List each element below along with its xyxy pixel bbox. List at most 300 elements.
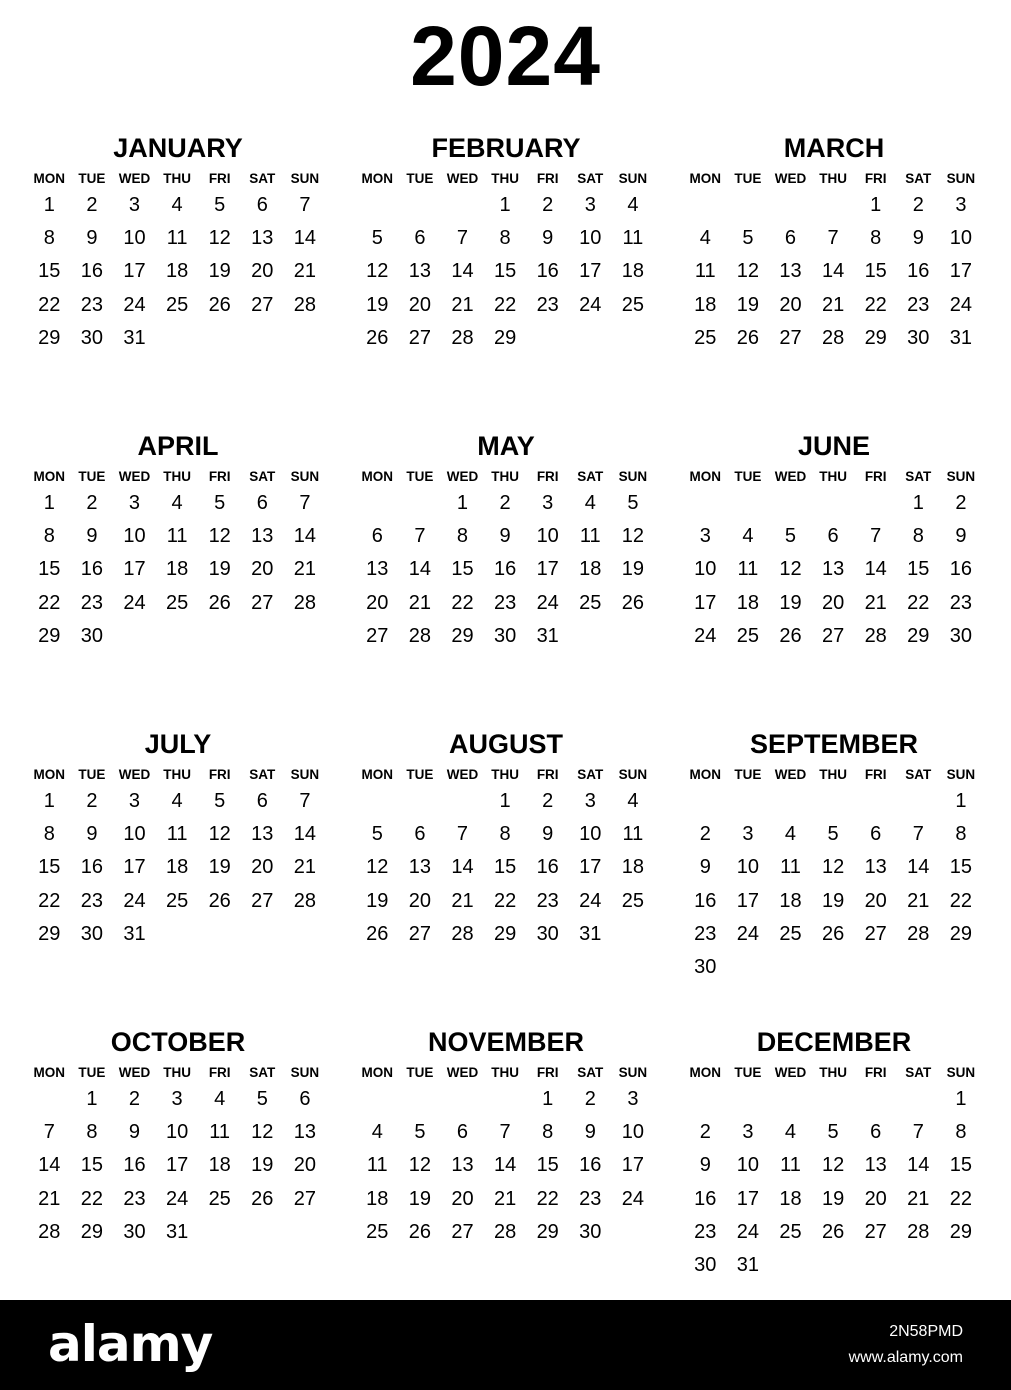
day-cell: 11 [166, 823, 188, 846]
weekday-label: WED [118, 767, 151, 782]
day-cell: 22 [493, 293, 517, 316]
weekday-header [356, 169, 656, 189]
weekday-label: MON [689, 469, 722, 484]
day-cell: 15 [493, 856, 517, 879]
day-cell: 11 [579, 525, 601, 548]
day-cell: 30 [80, 624, 104, 647]
day-cell: 3 [584, 194, 596, 216]
day-cell: 23 [80, 591, 104, 614]
day-cell: 26 [208, 591, 231, 614]
day-cell: 30 [907, 326, 930, 349]
weekday-header [28, 467, 328, 487]
day-cell: 19 [821, 889, 845, 912]
day-cell: 11 [166, 525, 188, 548]
day-cell: 20 [366, 591, 389, 614]
weekday-label: MON [33, 171, 66, 186]
weekday-label: SAT [905, 469, 932, 484]
day-cell: 9 [499, 525, 511, 548]
day-cell: 31 [165, 1220, 189, 1243]
day-cell: 20 [864, 1187, 887, 1210]
day-cell: 13 [779, 260, 802, 283]
day-cell: 16 [536, 856, 559, 879]
day-cell: 18 [736, 591, 760, 614]
day-cell: 1 [43, 194, 55, 216]
day-cell: 23 [694, 1220, 717, 1243]
day-cell: 15 [38, 260, 61, 283]
day-cell: 21 [907, 889, 930, 912]
day-cell: 16 [80, 260, 104, 283]
day-cell: 17 [949, 260, 973, 283]
day-cell: 3 [742, 1121, 754, 1144]
day-cell: 10 [579, 227, 602, 250]
weekday-label: SAT [577, 767, 604, 782]
day-cell: 3 [584, 790, 596, 812]
weekday-label: WED [446, 1065, 479, 1080]
day-grid [684, 191, 984, 401]
day-cell: 17 [165, 1154, 189, 1177]
day-cell: 11 [780, 1154, 801, 1177]
day-cell: 19 [408, 1187, 432, 1210]
day-cell: 18 [694, 293, 717, 316]
day-cell: 30 [536, 922, 559, 945]
day-cell: 17 [621, 1154, 645, 1177]
day-cell: 13 [251, 525, 274, 548]
day-cell: 18 [779, 889, 802, 912]
day-cell: 26 [366, 326, 389, 349]
day-cell: 29 [864, 326, 887, 349]
day-cell: 23 [536, 293, 559, 316]
day-cell: 3 [955, 194, 967, 216]
day-cell: 9 [699, 1154, 711, 1177]
day-cell: 28 [408, 624, 432, 647]
weekday-label: FRI [536, 1065, 559, 1080]
day-cell: 15 [864, 260, 887, 283]
day-cell: 14 [408, 558, 432, 581]
weekday-label: TUE [78, 767, 106, 782]
day-cell: 11 [694, 260, 716, 283]
day-cell: 31 [579, 922, 602, 945]
day-cell: 9 [584, 1121, 596, 1144]
weekday-label: SUN [618, 1065, 648, 1080]
weekday-label: MON [689, 171, 722, 186]
day-cell: 8 [955, 823, 967, 846]
weekday-label: MON [361, 171, 394, 186]
weekday-header [684, 765, 984, 785]
day-cell: 24 [536, 591, 559, 614]
day-cell: 30 [579, 1220, 602, 1243]
day-cell: 11 [780, 856, 801, 879]
day-cell: 19 [208, 558, 231, 581]
day-cell: 1 [955, 1088, 967, 1110]
day-cell: 7 [456, 823, 469, 846]
day-cell: 26 [408, 1220, 432, 1243]
day-cell: 21 [408, 591, 432, 614]
day-cell: 24 [579, 889, 602, 912]
day-cell: 6 [256, 194, 268, 216]
day-cell: 16 [536, 260, 559, 283]
day-cell: 28 [864, 624, 887, 647]
month-title: JUNE [797, 431, 871, 461]
day-cell: 18 [208, 1154, 231, 1177]
weekday-label: WED [774, 1065, 807, 1080]
weekday-label: FRI [536, 469, 559, 484]
day-cell: 17 [123, 558, 146, 581]
day-cell: 27 [251, 293, 274, 316]
day-grid [356, 1085, 656, 1295]
day-cell: 18 [165, 856, 189, 879]
month-title: MAY [477, 431, 535, 461]
weekday-label: FRI [864, 469, 887, 484]
day-cell: 27 [366, 624, 389, 647]
day-cell: 20 [408, 889, 432, 912]
day-cell: 10 [536, 525, 559, 548]
day-cell: 1 [499, 194, 511, 216]
day-grid [684, 489, 984, 699]
day-cell: 19 [208, 856, 231, 879]
day-cell: 3 [699, 525, 711, 548]
weekday-label: SAT [249, 767, 276, 782]
day-cell: 20 [451, 1187, 474, 1210]
day-cell: 13 [408, 856, 432, 879]
weekday-label: FRI [536, 171, 559, 186]
day-cell: 27 [779, 326, 802, 349]
day-cell: 29 [38, 326, 61, 349]
day-cell: 17 [579, 260, 602, 283]
day-cell: 27 [451, 1220, 474, 1243]
day-cell: 16 [694, 889, 717, 912]
day-cell: 23 [536, 889, 559, 912]
day-cell: 27 [251, 591, 274, 614]
day-cell: 8 [43, 227, 55, 250]
day-cell: 26 [736, 326, 760, 349]
day-cell: 12 [821, 1154, 845, 1177]
day-cell: 22 [536, 1187, 559, 1210]
day-cell: 2 [86, 194, 98, 216]
day-cell: 8 [542, 1121, 554, 1144]
day-cell: 24 [949, 293, 973, 316]
day-cell: 4 [627, 194, 639, 216]
day-cell: 15 [38, 558, 61, 581]
watermark-footer [0, 1300, 1011, 1390]
day-cell: 18 [366, 1187, 389, 1210]
day-cell: 12 [208, 227, 231, 250]
day-cell: 31 [123, 922, 146, 945]
day-cell: 21 [293, 558, 317, 581]
day-cell: 5 [371, 227, 383, 250]
day-cell: 2 [955, 492, 967, 514]
day-cell: 14 [864, 558, 887, 581]
day-cell: 15 [451, 558, 474, 581]
day-cell: 23 [949, 591, 973, 614]
day-cell: 4 [627, 790, 639, 812]
day-cell: 10 [621, 1121, 645, 1144]
day-cell: 5 [414, 1121, 426, 1144]
day-cell: 1 [870, 194, 882, 216]
day-cell: 23 [907, 293, 930, 316]
day-cell: 25 [165, 591, 189, 614]
day-cell: 22 [949, 1187, 973, 1210]
month-title: FEBRUARY [431, 133, 581, 163]
day-cell: 26 [208, 293, 231, 316]
day-cell: 3 [742, 823, 754, 846]
weekday-label: TUE [78, 1065, 106, 1080]
day-cell: 18 [579, 558, 602, 581]
day-cell: 1 [86, 1088, 98, 1110]
day-cell: 19 [366, 889, 389, 912]
weekday-label: MON [361, 767, 394, 782]
day-cell: 4 [584, 492, 596, 514]
day-grid [28, 787, 328, 997]
day-cell: 30 [80, 326, 104, 349]
day-cell: 24 [123, 591, 146, 614]
day-cell: 9 [912, 227, 924, 250]
day-cell: 31 [536, 624, 559, 647]
day-cell: 13 [864, 856, 887, 879]
month-title: JULY [144, 729, 212, 759]
day-cell: 5 [784, 525, 797, 548]
weekday-label: SUN [290, 469, 320, 484]
weekday-label: TUE [406, 1065, 434, 1080]
day-cell: 15 [38, 856, 61, 879]
day-cell: 22 [451, 591, 474, 614]
day-cell: 14 [907, 856, 930, 879]
day-cell: 6 [256, 492, 268, 514]
day-cell: 1 [43, 790, 55, 812]
day-cell: 14 [451, 260, 474, 283]
day-cell: 8 [870, 227, 882, 250]
day-cell: 20 [251, 856, 274, 879]
day-cell: 13 [251, 823, 274, 846]
day-cell: 2 [86, 492, 98, 514]
day-cell: 13 [251, 227, 274, 250]
day-cell: 24 [579, 293, 602, 316]
day-cell: 6 [414, 823, 426, 846]
month-title: DECEMBER [756, 1027, 912, 1057]
day-cell: 10 [123, 227, 146, 250]
day-cell: 24 [694, 624, 717, 647]
day-cell: 16 [123, 1154, 146, 1177]
day-cell: 14 [821, 260, 845, 283]
day-cell: 21 [38, 1187, 61, 1210]
day-cell: 31 [949, 326, 973, 349]
weekday-header [684, 169, 984, 189]
day-cell: 7 [912, 1121, 924, 1144]
day-cell: 1 [542, 1088, 554, 1110]
day-cell: 15 [80, 1154, 104, 1177]
day-cell: 4 [699, 227, 711, 250]
day-cell: 16 [80, 856, 104, 879]
day-cell: 27 [864, 922, 887, 945]
day-cell: 4 [171, 492, 183, 514]
day-cell: 6 [870, 1121, 882, 1144]
day-cell: 29 [907, 624, 930, 647]
day-cell: 17 [579, 856, 602, 879]
day-cell: 6 [827, 525, 839, 548]
day-cell: 13 [408, 260, 432, 283]
weekday-header [684, 467, 984, 487]
day-cell: 20 [251, 260, 274, 283]
weekday-header [28, 1063, 328, 1083]
day-cell: 22 [80, 1187, 104, 1210]
image-code: 2N58PMD [889, 1323, 963, 1340]
month-title: APRIL [137, 431, 219, 461]
day-cell: 11 [366, 1154, 388, 1177]
day-cell: 8 [499, 823, 511, 846]
day-cell: 14 [293, 227, 317, 250]
day-cell: 13 [451, 1154, 474, 1177]
day-cell: 30 [80, 922, 104, 945]
day-cell: 12 [366, 260, 389, 283]
day-cell: 10 [579, 823, 602, 846]
weekday-label: SAT [249, 1065, 276, 1080]
day-cell: 19 [208, 260, 231, 283]
day-cell: 11 [166, 227, 188, 250]
day-cell: 6 [371, 525, 383, 548]
day-cell: 19 [821, 1187, 845, 1210]
day-grid [356, 191, 656, 401]
weekday-label: WED [118, 1065, 151, 1080]
weekday-label: THU [819, 1065, 847, 1080]
day-cell: 23 [123, 1187, 146, 1210]
month-title: SEPTEMBER [749, 729, 919, 759]
day-cell: 10 [694, 558, 717, 581]
day-cell: 3 [627, 1088, 639, 1110]
day-cell: 8 [912, 525, 924, 548]
day-cell: 25 [621, 293, 645, 316]
day-cell: 5 [256, 1088, 268, 1110]
day-cell: 28 [293, 591, 317, 614]
day-cell: 7 [827, 227, 839, 250]
day-cell: 1 [499, 790, 511, 812]
day-cell: 2 [86, 790, 98, 812]
day-grid [684, 787, 984, 997]
weekday-label: WED [446, 171, 479, 186]
day-cell: 9 [542, 227, 554, 250]
day-cell: 3 [128, 194, 141, 216]
day-cell: 9 [699, 856, 711, 879]
day-cell: 17 [536, 558, 559, 581]
day-cell: 25 [736, 624, 760, 647]
weekday-label: SUN [290, 767, 320, 782]
day-cell: 25 [779, 1220, 802, 1243]
day-cell: 25 [779, 922, 802, 945]
day-cell: 13 [821, 558, 845, 581]
weekday-label: WED [774, 469, 807, 484]
day-cell: 12 [779, 558, 802, 581]
day-cell: 15 [536, 1154, 559, 1177]
weekday-label: TUE [734, 171, 762, 186]
day-cell: 28 [293, 293, 317, 316]
day-grid [684, 1085, 984, 1295]
day-cell: 25 [579, 591, 602, 614]
day-cell: 21 [293, 260, 317, 283]
day-cell: 26 [208, 889, 231, 912]
day-cell: 9 [542, 823, 554, 846]
day-cell: 4 [371, 1121, 383, 1144]
day-cell: 23 [694, 922, 717, 945]
day-cell: 10 [165, 1121, 189, 1144]
weekday-label: THU [163, 1065, 191, 1080]
day-cell: 25 [621, 889, 645, 912]
weekday-label: FRI [208, 171, 231, 186]
weekday-label: TUE [734, 469, 762, 484]
day-cell: 9 [86, 227, 98, 250]
day-cell: 1 [456, 492, 469, 514]
day-cell: 6 [870, 823, 882, 846]
day-cell: 4 [742, 525, 754, 548]
day-cell: 15 [493, 260, 517, 283]
day-cell: 30 [949, 624, 973, 647]
day-cell: 7 [299, 194, 311, 216]
day-cell: 29 [949, 1220, 973, 1243]
weekday-label: WED [774, 171, 807, 186]
day-cell: 8 [43, 525, 55, 548]
month-title: MARCH [783, 133, 885, 163]
day-cell: 3 [128, 790, 141, 812]
day-cell: 12 [208, 823, 231, 846]
day-cell: 29 [493, 922, 517, 945]
day-cell: 27 [821, 624, 845, 647]
day-cell: 28 [451, 326, 474, 349]
day-cell: 3 [128, 492, 141, 514]
day-cell: 5 [214, 790, 226, 812]
day-cell: 29 [80, 1220, 104, 1243]
weekday-label: SUN [946, 171, 976, 186]
day-cell: 21 [493, 1187, 517, 1210]
day-cell: 28 [293, 889, 317, 912]
day-cell: 12 [621, 525, 645, 548]
weekday-header [356, 1063, 656, 1083]
weekday-label: SAT [577, 1065, 604, 1080]
day-cell: 27 [408, 922, 432, 945]
day-cell: 16 [694, 1187, 717, 1210]
day-cell: 15 [949, 1154, 973, 1177]
weekday-label: SUN [618, 171, 648, 186]
weekday-label: THU [819, 171, 847, 186]
day-cell: 14 [293, 823, 317, 846]
day-cell: 22 [864, 293, 887, 316]
day-cell: 5 [742, 227, 754, 250]
day-cell: 21 [907, 1187, 930, 1210]
day-cell: 7 [43, 1121, 55, 1144]
day-cell: 17 [123, 856, 146, 879]
day-cell: 2 [912, 194, 924, 216]
day-cell: 1 [43, 492, 55, 514]
day-cell: 19 [736, 293, 760, 316]
weekday-label: WED [774, 767, 807, 782]
day-cell: 24 [123, 889, 146, 912]
day-cell: 20 [408, 293, 432, 316]
weekday-label: FRI [208, 1065, 231, 1080]
day-cell: 18 [779, 1187, 802, 1210]
weekday-label: SAT [905, 171, 932, 186]
day-cell: 27 [251, 889, 274, 912]
day-cell: 12 [736, 260, 760, 283]
day-cell: 16 [80, 558, 104, 581]
weekday-label: SAT [577, 171, 604, 186]
day-cell: 13 [864, 1154, 887, 1177]
day-cell: 28 [907, 922, 930, 945]
day-cell: 25 [694, 326, 717, 349]
weekday-label: THU [491, 1065, 519, 1080]
day-cell: 26 [821, 922, 845, 945]
day-cell: 28 [821, 326, 845, 349]
day-cell: 21 [821, 293, 845, 316]
weekday-label: MON [689, 767, 722, 782]
day-cell: 19 [366, 293, 389, 316]
day-cell: 21 [451, 293, 474, 316]
weekday-header [356, 467, 656, 487]
